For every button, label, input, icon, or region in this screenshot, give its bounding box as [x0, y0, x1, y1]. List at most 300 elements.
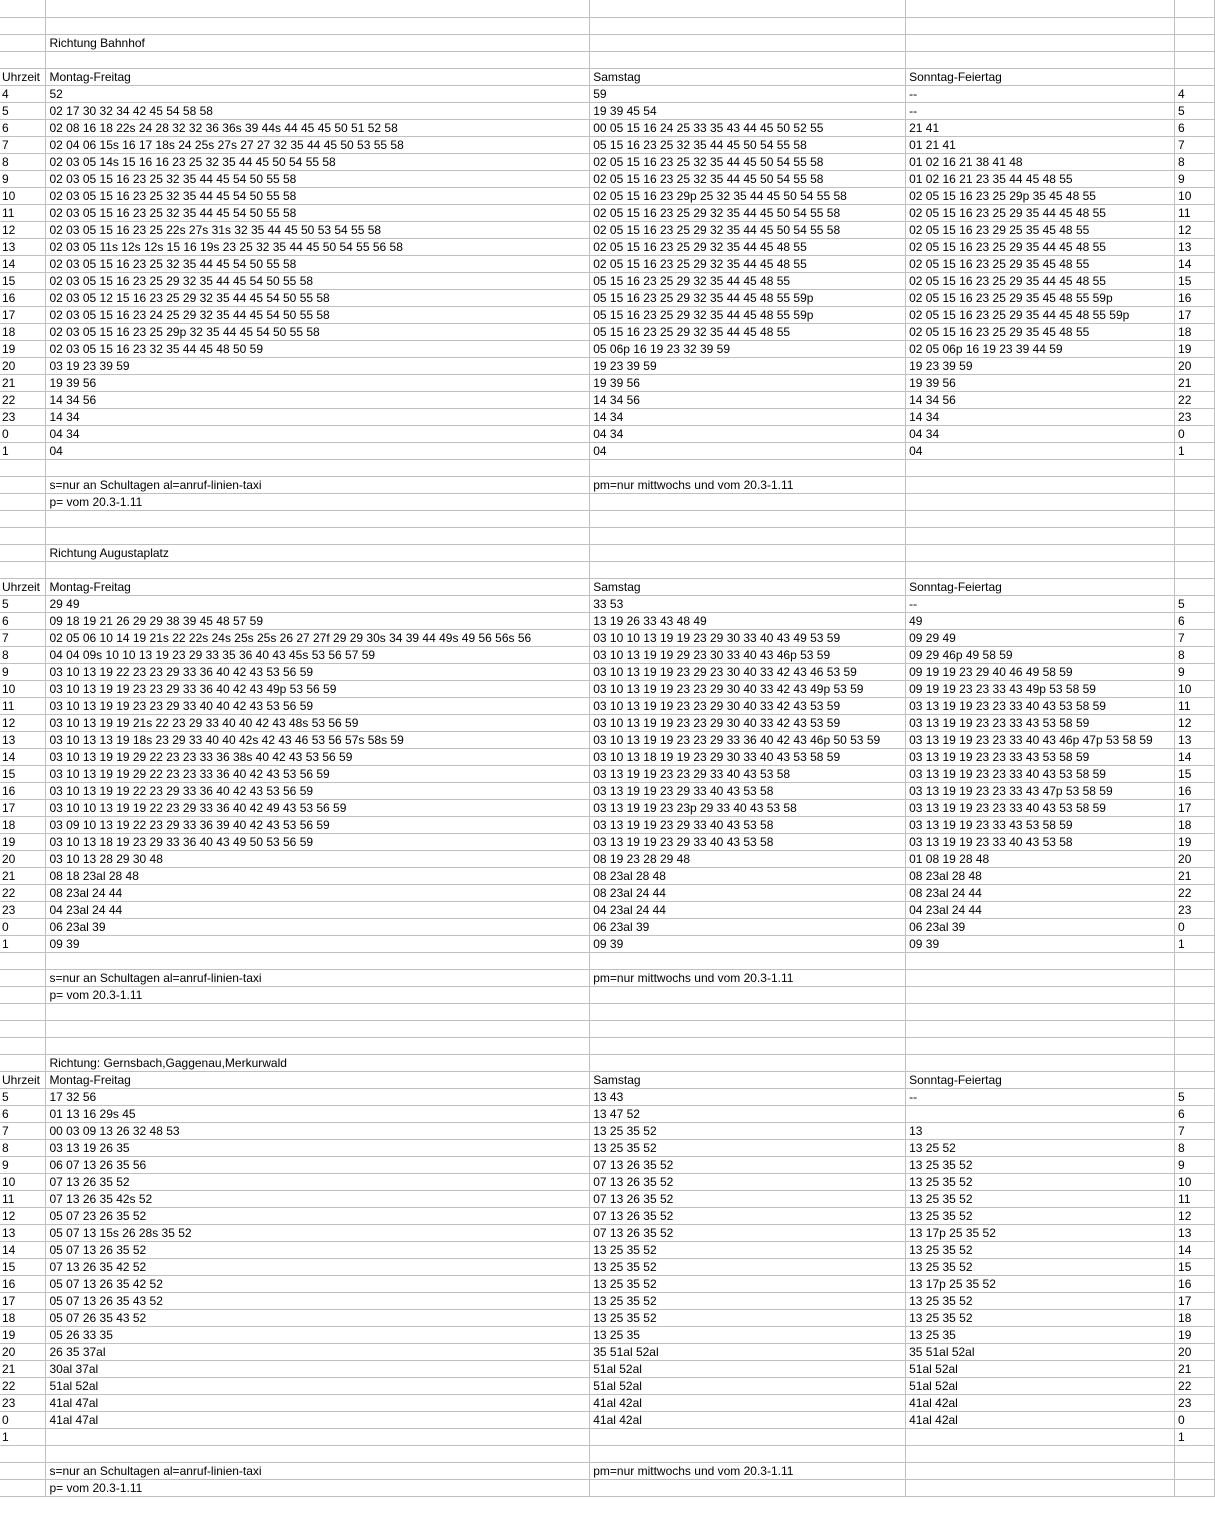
hour-cell-right[interactable]: 23 — [1175, 408, 1215, 425]
weekday-cell[interactable]: 03 10 10 13 19 19 22 23 29 33 36 40 42 49 43 53 56 59 — [46, 799, 590, 816]
empty-cell[interactable] — [906, 527, 1175, 544]
sunday-cell[interactable]: 08 23al 28 48 — [906, 867, 1175, 884]
hour-cell[interactable]: 5 — [0, 595, 46, 612]
hour-cell[interactable]: 15 — [0, 272, 46, 289]
weekday-cell[interactable]: 30al 37al — [46, 1360, 590, 1377]
weekday-cell[interactable]: 41al 47al — [46, 1411, 590, 1428]
saturday-cell[interactable]: 03 10 13 19 19 29 23 30 33 40 43 46p 53 59 — [590, 646, 906, 663]
hour-cell-right[interactable]: 22 — [1175, 884, 1215, 901]
sunday-cell[interactable]: 03 13 19 19 23 23 33 43 53 58 59 — [906, 748, 1175, 765]
weekday-cell[interactable]: 02 04 06 15s 16 17 18s 24 25s 27s 27 27 32 35 44 45 50 53 55 58 — [46, 136, 590, 153]
saturday-cell[interactable]: 07 13 26 35 52 — [590, 1207, 906, 1224]
saturday-cell[interactable]: 13 43 — [590, 1088, 906, 1105]
hour-cell[interactable]: 0 — [0, 1411, 46, 1428]
direction-title[interactable]: Richtung Bahnhof — [46, 34, 590, 51]
saturday-cell[interactable]: 05 15 16 23 25 29 32 35 44 45 48 55 59p — [590, 289, 906, 306]
saturday-cell[interactable]: 41al 42al — [590, 1394, 906, 1411]
saturday-cell[interactable]: 03 13 19 19 23 23 29 33 40 43 53 58 — [590, 765, 906, 782]
empty-cell[interactable] — [906, 1462, 1175, 1479]
weekday-cell[interactable]: 29 49 — [46, 595, 590, 612]
saturday-cell[interactable]: 03 10 13 19 19 23 23 29 30 40 33 42 43 53 59 — [590, 714, 906, 731]
sunday-cell[interactable]: 01 02 16 21 23 35 44 45 48 55 — [906, 170, 1175, 187]
saturday-cell[interactable]: 08 19 23 28 29 48 — [590, 850, 906, 867]
empty-cell[interactable] — [46, 527, 590, 544]
empty-cell[interactable] — [906, 1003, 1175, 1020]
sunday-cell[interactable]: 04 34 — [906, 425, 1175, 442]
empty-cell[interactable] — [0, 0, 46, 17]
hour-cell-right[interactable]: 21 — [1175, 374, 1215, 391]
legend-p[interactable]: p= vom 20.3-1.11 — [46, 986, 590, 1003]
weekday-cell[interactable]: 07 13 26 35 42s 52 — [46, 1190, 590, 1207]
sunday-cell[interactable]: 21 41 — [906, 119, 1175, 136]
empty-cell[interactable] — [1175, 493, 1215, 510]
saturday-cell[interactable]: 19 39 45 54 — [590, 102, 906, 119]
hour-cell-right[interactable]: 5 — [1175, 1088, 1215, 1105]
sunday-cell[interactable]: 02 05 15 16 23 25 29 35 44 45 48 55 59p — [906, 306, 1175, 323]
hour-cell[interactable]: 12 — [0, 1207, 46, 1224]
saturday-cell[interactable]: 13 47 52 — [590, 1105, 906, 1122]
empty-cell[interactable] — [1175, 17, 1215, 34]
hour-cell-right[interactable]: 11 — [1175, 204, 1215, 221]
hour-cell-right[interactable]: 6 — [1175, 119, 1215, 136]
sunday-cell[interactable]: 13 25 35 — [906, 1326, 1175, 1343]
saturday-cell[interactable]: 02 05 15 16 23 25 32 35 44 45 50 54 55 58 — [590, 153, 906, 170]
hour-cell-right[interactable]: 5 — [1175, 102, 1215, 119]
sunday-cell[interactable]: 35 51al 52al — [906, 1343, 1175, 1360]
weekday-cell[interactable]: 03 10 13 18 19 23 29 33 36 40 43 49 50 53 56 59 — [46, 833, 590, 850]
saturday-cell[interactable]: 02 05 15 16 23 25 32 35 44 45 50 54 55 58 — [590, 170, 906, 187]
weekday-cell[interactable]: 03 10 13 19 19 23 23 29 33 36 40 42 43 49p 53 56 59 — [46, 680, 590, 697]
hour-cell[interactable]: 23 — [0, 901, 46, 918]
weekday-cell[interactable]: 02 08 16 18 22s 24 28 32 32 36 36s 39 44s 44 45 45 50 51 52 58 — [46, 119, 590, 136]
hour-cell[interactable]: 15 — [0, 765, 46, 782]
empty-cell[interactable] — [906, 493, 1175, 510]
saturday-cell[interactable]: 13 25 35 52 — [590, 1241, 906, 1258]
empty-cell[interactable] — [1175, 1003, 1215, 1020]
hour-cell-right[interactable]: 20 — [1175, 1343, 1215, 1360]
sunday-cell[interactable]: 13 25 35 52 — [906, 1241, 1175, 1258]
weekday-cell[interactable]: 52 — [46, 85, 590, 102]
hour-cell-right[interactable]: 7 — [1175, 1122, 1215, 1139]
header-saturday[interactable]: Samstag — [590, 578, 906, 595]
sunday-cell[interactable]: 09 19 19 23 23 33 43 49p 53 58 59 — [906, 680, 1175, 697]
weekday-cell[interactable]: 06 23al 39 — [46, 918, 590, 935]
weekday-cell[interactable]: 02 03 05 15 16 23 25 32 35 44 45 54 50 55 58 — [46, 187, 590, 204]
saturday-cell[interactable]: 02 05 15 16 23 29p 25 32 35 44 45 50 54 55 58 — [590, 187, 906, 204]
empty-cell[interactable] — [46, 1445, 590, 1462]
sunday-cell[interactable]: -- — [906, 1088, 1175, 1105]
saturday-cell[interactable]: 13 25 35 52 — [590, 1122, 906, 1139]
empty-cell[interactable] — [0, 544, 46, 561]
hour-cell[interactable]: 1 — [0, 1428, 46, 1445]
empty-cell[interactable] — [590, 510, 906, 527]
empty-cell[interactable] — [590, 952, 906, 969]
weekday-cell[interactable]: 02 03 05 12 15 16 23 25 29 32 35 44 45 54 50 55 58 — [46, 289, 590, 306]
hour-cell[interactable]: 10 — [0, 187, 46, 204]
weekday-cell[interactable]: 03 10 13 19 19 29 22 23 23 33 36 38s 40 42 43 53 56 59 — [46, 748, 590, 765]
hour-cell-right[interactable]: 14 — [1175, 1241, 1215, 1258]
hour-cell[interactable]: 8 — [0, 153, 46, 170]
empty-cell[interactable] — [590, 459, 906, 476]
empty-cell[interactable] — [46, 1037, 590, 1054]
weekday-cell[interactable]: 19 39 56 — [46, 374, 590, 391]
empty-cell[interactable] — [906, 51, 1175, 68]
empty-cell[interactable] — [0, 1037, 46, 1054]
empty-cell[interactable] — [0, 34, 46, 51]
hour-cell[interactable]: 22 — [0, 1377, 46, 1394]
saturday-cell[interactable]: 02 05 15 16 23 25 29 32 35 44 45 48 55 — [590, 255, 906, 272]
hour-cell-right[interactable]: 12 — [1175, 1207, 1215, 1224]
sunday-cell[interactable]: 13 25 35 52 — [906, 1207, 1175, 1224]
hour-cell[interactable]: 21 — [0, 1360, 46, 1377]
sunday-cell[interactable]: 08 23al 24 44 — [906, 884, 1175, 901]
saturday-cell[interactable]: 02 05 15 16 23 25 29 32 35 44 45 50 54 55 58 — [590, 204, 906, 221]
saturday-cell[interactable]: 05 06p 16 19 23 32 39 59 — [590, 340, 906, 357]
empty-cell[interactable] — [590, 561, 906, 578]
saturday-cell[interactable]: 51al 52al — [590, 1360, 906, 1377]
empty-cell[interactable] — [1175, 1445, 1215, 1462]
header-hour[interactable]: Uhrzeit — [0, 68, 46, 85]
saturday-cell[interactable]: 03 10 13 19 19 23 23 29 33 36 40 42 43 46p 50 53 59 — [590, 731, 906, 748]
empty-cell[interactable] — [1175, 952, 1215, 969]
header-saturday[interactable]: Samstag — [590, 1071, 906, 1088]
weekday-cell[interactable]: 04 04 09s 10 10 13 19 23 29 33 35 36 40 43 45s 53 56 57 59 — [46, 646, 590, 663]
empty-cell[interactable] — [906, 561, 1175, 578]
hour-cell[interactable]: 11 — [0, 697, 46, 714]
weekday-cell[interactable]: 03 10 13 19 19 29 22 23 23 33 36 40 42 43 53 56 59 — [46, 765, 590, 782]
empty-cell[interactable] — [590, 1037, 906, 1054]
sunday-cell[interactable]: 13 25 52 — [906, 1139, 1175, 1156]
hour-cell-right[interactable]: 8 — [1175, 1139, 1215, 1156]
hour-cell-right[interactable]: 0 — [1175, 1411, 1215, 1428]
hour-cell[interactable]: 8 — [0, 1139, 46, 1156]
sunday-cell[interactable]: 13 — [906, 1122, 1175, 1139]
empty-cell[interactable] — [1175, 459, 1215, 476]
saturday-cell[interactable]: 03 10 13 19 19 23 23 29 30 40 33 42 43 49p 53 59 — [590, 680, 906, 697]
hour-cell[interactable]: 22 — [0, 391, 46, 408]
hour-cell-right[interactable]: 21 — [1175, 1360, 1215, 1377]
saturday-cell[interactable]: 13 25 35 52 — [590, 1309, 906, 1326]
empty-cell[interactable] — [906, 459, 1175, 476]
hour-cell[interactable]: 1 — [0, 935, 46, 952]
saturday-cell[interactable]: 05 15 16 23 25 29 32 35 44 45 48 55 — [590, 323, 906, 340]
saturday-cell[interactable]: 07 13 26 35 52 — [590, 1173, 906, 1190]
empty-cell[interactable] — [46, 1003, 590, 1020]
header-saturday[interactable]: Samstag — [590, 68, 906, 85]
weekday-cell[interactable]: 02 03 05 15 16 23 25 29p 32 35 44 45 54 50 55 58 — [46, 323, 590, 340]
empty-cell[interactable] — [1175, 1462, 1215, 1479]
weekday-cell[interactable]: 17 32 56 — [46, 1088, 590, 1105]
weekday-cell[interactable]: 51al 52al — [46, 1377, 590, 1394]
hour-cell[interactable]: 8 — [0, 646, 46, 663]
weekday-cell[interactable]: 04 — [46, 442, 590, 459]
header-hour[interactable]: Uhrzeit — [0, 1071, 46, 1088]
sunday-cell[interactable]: 49 — [906, 612, 1175, 629]
hour-cell-right[interactable]: 22 — [1175, 391, 1215, 408]
sunday-cell[interactable]: 01 02 16 21 38 41 48 — [906, 153, 1175, 170]
sunday-cell[interactable]: 51al 52al — [906, 1360, 1175, 1377]
hour-cell-right[interactable]: 21 — [1175, 867, 1215, 884]
hour-cell[interactable]: 5 — [0, 102, 46, 119]
empty-cell[interactable] — [906, 0, 1175, 17]
hour-cell[interactable]: 18 — [0, 323, 46, 340]
weekday-cell[interactable]: 02 03 05 15 16 23 25 32 35 44 45 54 50 55 58 — [46, 204, 590, 221]
weekday-cell[interactable]: 03 10 13 19 19 22 23 29 33 36 40 42 43 53 56 59 — [46, 782, 590, 799]
sunday-cell[interactable]: 13 25 35 52 — [906, 1309, 1175, 1326]
header-sunday[interactable]: Sonntag-Feiertag — [906, 1071, 1175, 1088]
sunday-cell[interactable]: 01 21 41 — [906, 136, 1175, 153]
hour-cell-right[interactable]: 15 — [1175, 1258, 1215, 1275]
hour-cell-right[interactable]: 14 — [1175, 748, 1215, 765]
hour-cell[interactable]: 9 — [0, 663, 46, 680]
saturday-cell[interactable]: 07 13 26 35 52 — [590, 1156, 906, 1173]
hour-cell[interactable]: 16 — [0, 782, 46, 799]
empty-cell[interactable] — [0, 1462, 46, 1479]
sunday-cell[interactable]: 09 29 46p 49 58 59 — [906, 646, 1175, 663]
saturday-cell[interactable]: 13 25 35 52 — [590, 1275, 906, 1292]
empty-cell[interactable] — [1175, 68, 1215, 85]
hour-cell-right[interactable]: 17 — [1175, 306, 1215, 323]
sunday-cell[interactable]: 14 34 56 — [906, 391, 1175, 408]
hour-cell[interactable]: 18 — [0, 816, 46, 833]
weekday-cell[interactable]: 02 17 30 32 34 42 45 54 58 58 — [46, 102, 590, 119]
hour-cell[interactable]: 5 — [0, 1088, 46, 1105]
weekday-cell[interactable]: 07 13 26 35 42 52 — [46, 1258, 590, 1275]
hour-cell[interactable]: 4 — [0, 85, 46, 102]
weekday-cell[interactable]: 03 10 13 28 29 30 48 — [46, 850, 590, 867]
hour-cell-right[interactable]: 11 — [1175, 1190, 1215, 1207]
empty-cell[interactable] — [1175, 1037, 1215, 1054]
hour-cell[interactable]: 17 — [0, 1292, 46, 1309]
empty-cell[interactable] — [1175, 544, 1215, 561]
weekday-cell[interactable]: 04 23al 24 44 — [46, 901, 590, 918]
saturday-cell[interactable]: 02 05 15 16 23 25 29 32 35 44 45 50 54 55 58 — [590, 221, 906, 238]
sunday-cell[interactable] — [906, 1428, 1175, 1445]
hour-cell[interactable]: 20 — [0, 357, 46, 374]
saturday-cell[interactable]: 51al 52al — [590, 1377, 906, 1394]
weekday-cell[interactable]: 02 03 05 15 16 23 25 32 35 44 45 54 50 55 58 — [46, 170, 590, 187]
saturday-cell[interactable]: 19 39 56 — [590, 374, 906, 391]
hour-cell-right[interactable]: 11 — [1175, 697, 1215, 714]
weekday-cell[interactable]: 02 03 05 15 16 23 32 35 44 45 48 50 59 — [46, 340, 590, 357]
hour-cell[interactable]: 22 — [0, 884, 46, 901]
weekday-cell[interactable]: 05 26 33 35 — [46, 1326, 590, 1343]
hour-cell-right[interactable]: 22 — [1175, 1377, 1215, 1394]
weekday-cell[interactable]: 14 34 — [46, 408, 590, 425]
weekday-cell[interactable]: 03 10 13 19 19 23 23 29 33 40 40 42 43 53 56 59 — [46, 697, 590, 714]
header-hour[interactable]: Uhrzeit — [0, 578, 46, 595]
empty-cell[interactable] — [906, 1020, 1175, 1037]
weekday-cell[interactable]: 03 10 13 19 19 21s 22 23 29 33 40 40 42 43 48s 53 56 59 — [46, 714, 590, 731]
header-sunday[interactable]: Sonntag-Feiertag — [906, 578, 1175, 595]
direction-title[interactable]: Richtung: Gernsbach,Gaggenau,Merkurwald — [46, 1054, 590, 1071]
empty-cell[interactable] — [1175, 1020, 1215, 1037]
saturday-cell[interactable]: 03 13 19 19 23 23p 29 33 40 43 53 58 — [590, 799, 906, 816]
hour-cell-right[interactable]: 19 — [1175, 833, 1215, 850]
weekday-cell[interactable]: 41al 47al — [46, 1394, 590, 1411]
weekday-cell[interactable]: 26 35 37al — [46, 1343, 590, 1360]
hour-cell-right[interactable]: 5 — [1175, 595, 1215, 612]
empty-cell[interactable] — [906, 986, 1175, 1003]
hour-cell-right[interactable]: 9 — [1175, 663, 1215, 680]
sunday-cell[interactable]: 02 05 15 16 23 25 29 35 44 45 48 55 — [906, 238, 1175, 255]
hour-cell[interactable]: 1 — [0, 442, 46, 459]
saturday-cell[interactable]: 13 25 35 52 — [590, 1292, 906, 1309]
empty-cell[interactable] — [1175, 0, 1215, 17]
weekday-cell[interactable]: 00 03 09 13 26 32 48 53 — [46, 1122, 590, 1139]
weekday-cell[interactable]: 09 39 — [46, 935, 590, 952]
sunday-cell[interactable]: 09 19 19 23 29 40 46 49 58 59 — [906, 663, 1175, 680]
saturday-cell[interactable]: 04 23al 24 44 — [590, 901, 906, 918]
saturday-cell[interactable]: 03 10 13 18 19 19 23 29 30 33 40 43 53 58 59 — [590, 748, 906, 765]
empty-cell[interactable] — [590, 51, 906, 68]
direction-title[interactable]: Richtung Augustaplatz — [46, 544, 590, 561]
empty-cell[interactable] — [46, 561, 590, 578]
empty-cell[interactable] — [0, 1479, 46, 1496]
weekday-cell[interactable]: 03 10 13 13 19 18s 23 29 33 40 40 42s 42 43 46 53 56 57s 58s 59 — [46, 731, 590, 748]
saturday-cell[interactable]: 03 10 13 19 19 23 23 29 30 40 33 42 43 53 59 — [590, 697, 906, 714]
hour-cell[interactable]: 10 — [0, 680, 46, 697]
sunday-cell[interactable]: 02 05 06p 16 19 23 39 44 59 — [906, 340, 1175, 357]
empty-cell[interactable] — [0, 1445, 46, 1462]
empty-cell[interactable] — [1175, 510, 1215, 527]
hour-cell[interactable]: 19 — [0, 340, 46, 357]
sunday-cell[interactable]: 02 05 15 16 23 29 25 35 45 48 55 — [906, 221, 1175, 238]
saturday-cell[interactable]: 08 23al 24 44 — [590, 884, 906, 901]
empty-cell[interactable] — [0, 51, 46, 68]
weekday-cell[interactable]: 03 13 19 26 35 — [46, 1139, 590, 1156]
saturday-cell[interactable]: 13 25 35 52 — [590, 1139, 906, 1156]
hour-cell[interactable]: 9 — [0, 170, 46, 187]
weekday-cell[interactable]: 02 03 05 14s 15 16 16 23 25 32 35 44 45 50 54 55 58 — [46, 153, 590, 170]
weekday-cell[interactable]: 05 07 23 26 35 52 — [46, 1207, 590, 1224]
sunday-cell[interactable]: 04 23al 24 44 — [906, 901, 1175, 918]
weekday-cell[interactable]: 05 07 26 35 43 52 — [46, 1309, 590, 1326]
header-weekday[interactable]: Montag-Freitag — [46, 68, 590, 85]
weekday-cell[interactable]: 09 18 19 21 26 29 29 38 39 45 48 57 59 — [46, 612, 590, 629]
empty-cell[interactable] — [1175, 1479, 1215, 1496]
saturday-cell[interactable]: 13 19 26 33 43 48 49 — [590, 612, 906, 629]
sunday-cell[interactable]: 51al 52al — [906, 1377, 1175, 1394]
hour-cell-right[interactable]: 10 — [1175, 680, 1215, 697]
empty-cell[interactable] — [46, 510, 590, 527]
weekday-cell[interactable]: 08 18 23al 28 48 — [46, 867, 590, 884]
saturday-cell[interactable]: 05 15 16 23 25 29 32 35 44 45 48 55 59p — [590, 306, 906, 323]
hour-cell-right[interactable]: 23 — [1175, 1394, 1215, 1411]
hour-cell-right[interactable]: 16 — [1175, 1275, 1215, 1292]
hour-cell[interactable]: 23 — [0, 408, 46, 425]
weekday-cell[interactable]: 05 07 13 26 35 52 — [46, 1241, 590, 1258]
hour-cell-right[interactable]: 10 — [1175, 1173, 1215, 1190]
hour-cell[interactable]: 6 — [0, 119, 46, 136]
legend-p[interactable]: p= vom 20.3-1.11 — [46, 1479, 590, 1496]
hour-cell-right[interactable]: 17 — [1175, 1292, 1215, 1309]
hour-cell-right[interactable]: 19 — [1175, 340, 1215, 357]
empty-cell[interactable] — [590, 1020, 906, 1037]
legend-pm[interactable]: pm=nur mittwochs und vom 20.3-1.11 — [590, 969, 906, 986]
legend-school-taxi[interactable]: s=nur an Schultagen al=anruf-linien-taxi — [46, 1462, 590, 1479]
empty-cell[interactable] — [1175, 578, 1215, 595]
hour-cell[interactable]: 14 — [0, 748, 46, 765]
sunday-cell[interactable]: 03 13 19 19 23 23 33 40 43 53 58 59 — [906, 697, 1175, 714]
weekday-cell[interactable]: 01 13 16 29s 45 — [46, 1105, 590, 1122]
sunday-cell[interactable]: 03 13 19 19 23 33 40 43 53 58 — [906, 833, 1175, 850]
empty-cell[interactable] — [590, 1445, 906, 1462]
sunday-cell[interactable]: 13 17p 25 35 52 — [906, 1275, 1175, 1292]
empty-cell[interactable] — [1175, 476, 1215, 493]
hour-cell[interactable]: 12 — [0, 221, 46, 238]
hour-cell-right[interactable]: 13 — [1175, 731, 1215, 748]
weekday-cell[interactable]: 08 23al 24 44 — [46, 884, 590, 901]
sunday-cell[interactable]: -- — [906, 102, 1175, 119]
empty-cell[interactable] — [0, 986, 46, 1003]
empty-cell[interactable] — [906, 1054, 1175, 1071]
sunday-cell[interactable]: 02 05 15 16 23 25 29 35 45 48 55 — [906, 255, 1175, 272]
weekday-cell[interactable]: 14 34 56 — [46, 391, 590, 408]
empty-cell[interactable] — [906, 1445, 1175, 1462]
empty-cell[interactable] — [906, 1037, 1175, 1054]
hour-cell-right[interactable]: 7 — [1175, 629, 1215, 646]
hour-cell-right[interactable]: 1 — [1175, 1428, 1215, 1445]
sunday-cell[interactable]: -- — [906, 595, 1175, 612]
hour-cell-right[interactable]: 0 — [1175, 918, 1215, 935]
saturday-cell[interactable]: 05 15 16 23 25 32 35 44 45 50 54 55 58 — [590, 136, 906, 153]
hour-cell[interactable]: 6 — [0, 1105, 46, 1122]
hour-cell[interactable]: 17 — [0, 306, 46, 323]
hour-cell-right[interactable]: 18 — [1175, 323, 1215, 340]
empty-cell[interactable] — [0, 527, 46, 544]
hour-cell-right[interactable]: 13 — [1175, 1224, 1215, 1241]
hour-cell[interactable]: 23 — [0, 1394, 46, 1411]
hour-cell-right[interactable]: 7 — [1175, 136, 1215, 153]
empty-cell[interactable] — [906, 1479, 1175, 1496]
hour-cell-right[interactable]: 16 — [1175, 289, 1215, 306]
hour-cell[interactable]: 19 — [0, 833, 46, 850]
empty-cell[interactable] — [46, 17, 590, 34]
weekday-cell[interactable]: 02 03 05 15 16 23 25 32 35 44 45 54 50 55 58 — [46, 255, 590, 272]
legend-school-taxi[interactable]: s=nur an Schultagen al=anruf-linien-taxi — [46, 969, 590, 986]
empty-cell[interactable] — [1175, 561, 1215, 578]
sunday-cell[interactable]: 13 25 35 52 — [906, 1190, 1175, 1207]
saturday-cell[interactable]: 08 23al 28 48 — [590, 867, 906, 884]
weekday-cell[interactable]: 05 07 13 26 35 43 52 — [46, 1292, 590, 1309]
hour-cell[interactable]: 16 — [0, 289, 46, 306]
legend-school-taxi[interactable]: s=nur an Schultagen al=anruf-linien-taxi — [46, 476, 590, 493]
empty-cell[interactable] — [0, 493, 46, 510]
header-sunday[interactable]: Sonntag-Feiertag — [906, 68, 1175, 85]
sunday-cell[interactable]: 03 13 19 19 23 23 33 43 53 58 59 — [906, 714, 1175, 731]
saturday-cell[interactable]: 03 10 13 19 19 23 29 23 30 40 33 42 43 46 53 59 — [590, 663, 906, 680]
saturday-cell[interactable]: 14 34 56 — [590, 391, 906, 408]
sunday-cell[interactable]: 13 25 35 52 — [906, 1292, 1175, 1309]
saturday-cell[interactable]: 14 34 — [590, 408, 906, 425]
hour-cell-right[interactable]: 1 — [1175, 935, 1215, 952]
hour-cell[interactable]: 0 — [0, 918, 46, 935]
hour-cell[interactable]: 7 — [0, 1122, 46, 1139]
hour-cell[interactable]: 16 — [0, 1275, 46, 1292]
hour-cell[interactable]: 10 — [0, 1173, 46, 1190]
hour-cell-right[interactable]: 9 — [1175, 170, 1215, 187]
legend-p[interactable]: p= vom 20.3-1.11 — [46, 493, 590, 510]
empty-cell[interactable] — [590, 1479, 906, 1496]
hour-cell-right[interactable]: 8 — [1175, 153, 1215, 170]
header-weekday[interactable]: Montag-Freitag — [46, 1071, 590, 1088]
saturday-cell[interactable]: 03 10 10 13 19 19 23 29 30 33 40 43 49 53 59 — [590, 629, 906, 646]
empty-cell[interactable] — [0, 969, 46, 986]
hour-cell[interactable]: 18 — [0, 1309, 46, 1326]
saturday-cell[interactable]: 59 — [590, 85, 906, 102]
hour-cell[interactable]: 7 — [0, 136, 46, 153]
